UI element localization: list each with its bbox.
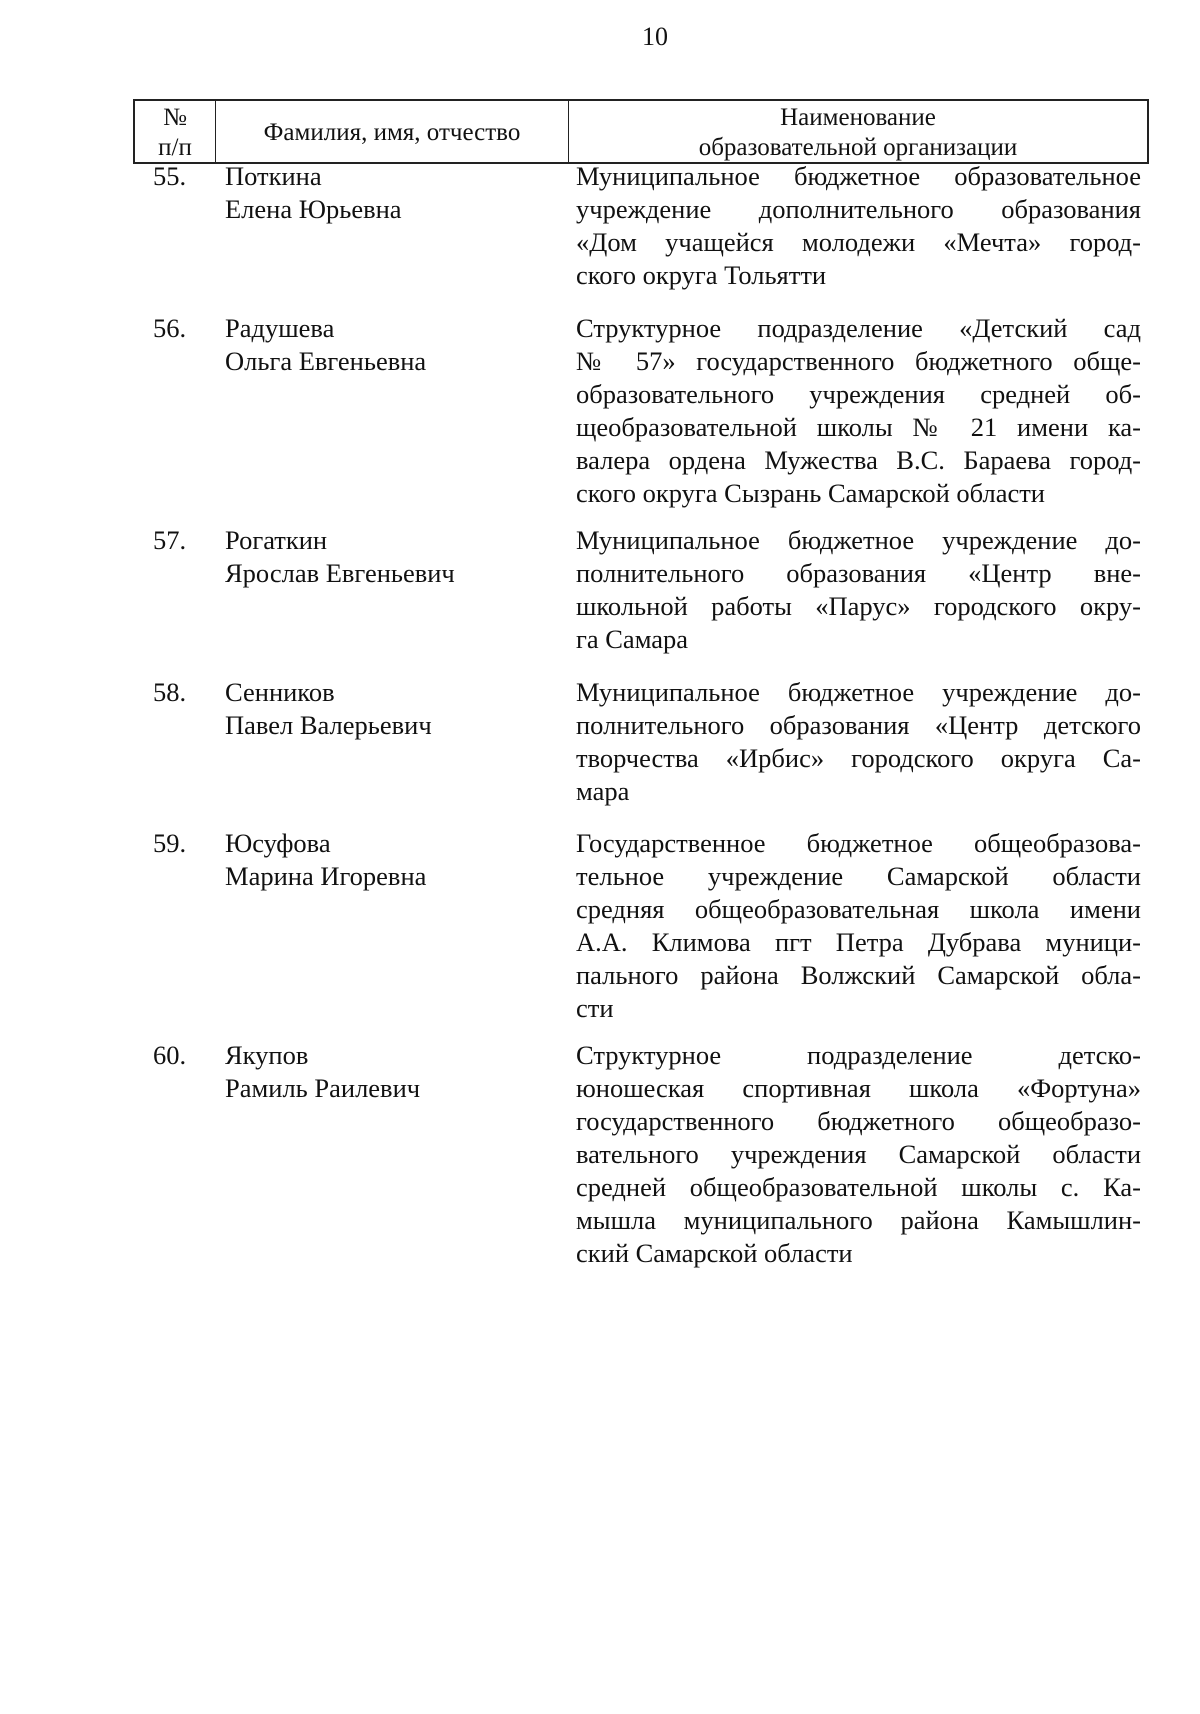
participants-table bbox=[133, 99, 1149, 1268]
organization-line: Муниципальное бюджетное образовательное bbox=[576, 161, 1141, 191]
organization-line: «Дом учащейся молодежи «Мечта» город- bbox=[576, 227, 1141, 257]
row-organization bbox=[576, 1039, 1141, 1270]
row-number: 55. bbox=[153, 161, 187, 191]
given-names: Елена Юрьевна bbox=[225, 194, 402, 224]
table-header bbox=[133, 99, 1149, 164]
header-organization-line-2: образовательной организации bbox=[698, 134, 1018, 161]
organization-line: Муниципальное бюджетное учреждение до- bbox=[576, 677, 1141, 707]
surname: Радушева bbox=[225, 313, 335, 343]
organization-line: мышла муниципального района Камышлин- bbox=[576, 1205, 1141, 1235]
organization-line: учреждение дополнительного образования bbox=[576, 194, 1141, 224]
row-full-name bbox=[225, 160, 545, 226]
given-names: Павел Валерьевич bbox=[225, 710, 432, 740]
row-full-name bbox=[225, 827, 545, 893]
row-organization bbox=[576, 676, 1141, 808]
organization-line: государственного бюджетного общеобразо- bbox=[576, 1106, 1141, 1136]
organization-line: мара bbox=[576, 776, 630, 806]
surname: Якупов bbox=[225, 1040, 309, 1070]
row-number: 57. bbox=[153, 525, 187, 555]
row-organization bbox=[576, 524, 1141, 656]
page-number: 10 bbox=[642, 22, 668, 51]
organization-line: ского округа Тольятти bbox=[576, 260, 827, 290]
row-number: 58. bbox=[153, 677, 187, 707]
row-full-name bbox=[225, 524, 545, 590]
row-full-name bbox=[225, 312, 545, 378]
organization-line: щеобразовательной школы № 21 имени ка- bbox=[576, 412, 1141, 442]
organization-line: Структурное подразделение детско- bbox=[576, 1040, 1141, 1070]
organization-line: юношеская спортивная школа «Фортуна» bbox=[576, 1073, 1141, 1103]
surname: Поткина bbox=[225, 161, 322, 191]
organization-line: Структурное подразделение «Детский сад bbox=[576, 313, 1141, 343]
organization-line: творчества «Ирбис» городского округа Са- bbox=[576, 743, 1141, 773]
organization-line: валера ордена Мужества В.С. Бараева город- bbox=[576, 445, 1141, 475]
organization-line: средней общеобразовательной школы с. Ка- bbox=[576, 1172, 1141, 1202]
header-number bbox=[135, 101, 216, 162]
row-organization bbox=[576, 160, 1141, 292]
organization-line: средняя общеобразовательная школа имени bbox=[576, 894, 1141, 924]
organization-line: ский Самарской области bbox=[576, 1238, 853, 1268]
row-number: 56. bbox=[153, 313, 187, 343]
organization-line: Муниципальное бюджетное учреждение до- bbox=[576, 525, 1141, 555]
organization-line: А.А. Климова пгт Петра Дубрава муници- bbox=[576, 927, 1141, 957]
organization-line: пального района Волжский Самарской обла- bbox=[576, 960, 1141, 990]
organization-line: вательного учреждения Самарской области bbox=[576, 1139, 1141, 1169]
organization-line: полнительного образования «Центр вне- bbox=[576, 558, 1141, 588]
organization-line: сти bbox=[576, 993, 614, 1023]
header-full-name: Фамилия, имя, отчество bbox=[216, 101, 569, 162]
given-names: Ярослав Евгеньевич bbox=[225, 558, 455, 588]
surname: Юсуфова bbox=[225, 828, 331, 858]
row-organization bbox=[576, 312, 1141, 510]
row-organization bbox=[576, 827, 1141, 1025]
organization-line: полнительного образования «Центр детского bbox=[576, 710, 1141, 740]
organization-line: ского округа Сызрань Самарской области bbox=[576, 478, 1045, 508]
surname: Рогаткин bbox=[225, 525, 328, 555]
surname: Сенников bbox=[225, 677, 335, 707]
row-number: 59. bbox=[153, 828, 187, 858]
header-number-symbol: № bbox=[163, 104, 187, 131]
row-number: 60. bbox=[153, 1040, 187, 1070]
organization-line: № 57» государственного бюджетного обще- bbox=[576, 346, 1141, 376]
row-full-name bbox=[225, 676, 545, 742]
organization-line: образовательного учреждения средней об- bbox=[576, 379, 1141, 409]
header-organization-line-1: Наименование bbox=[780, 104, 936, 131]
given-names: Ольга Евгеньевна bbox=[225, 346, 427, 376]
given-names: Марина Игоревна bbox=[225, 861, 427, 891]
header-organization bbox=[569, 101, 1147, 162]
organization-line: га Самара bbox=[576, 624, 689, 654]
given-names: Рамиль Раилевич bbox=[225, 1073, 421, 1103]
row-full-name bbox=[225, 1039, 545, 1105]
header-number-abbr: п/п bbox=[158, 134, 192, 161]
organization-line: Государственное бюджетное общеобразова- bbox=[576, 828, 1141, 858]
organization-line: тельное учреждение Самарской области bbox=[576, 861, 1141, 891]
organization-line: школьной работы «Парус» городского окру- bbox=[576, 591, 1141, 621]
